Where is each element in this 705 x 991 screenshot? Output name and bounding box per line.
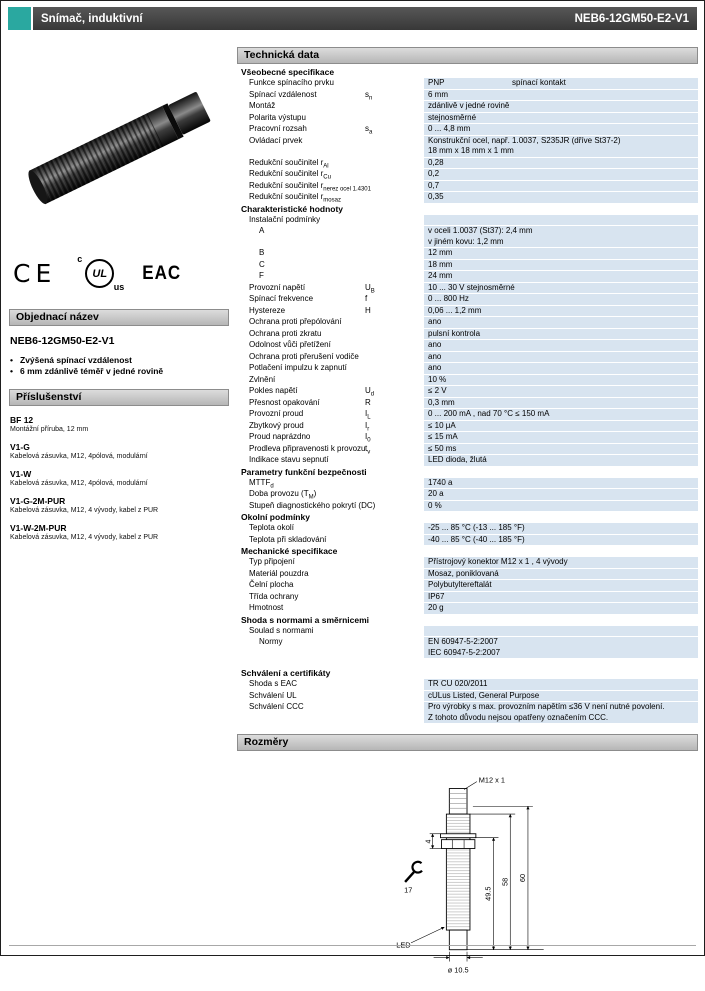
tech-row-value-line: 0 %: [428, 500, 442, 510]
brand-logo-square: [8, 7, 31, 30]
tech-row-label: Teplota okolí: [249, 523, 294, 532]
technical-data-header: Technická data: [237, 47, 698, 64]
tech-row: [237, 181, 698, 193]
tech-row-label: Soulad s normami: [249, 625, 314, 635]
tech-row-value-line: 20 g: [428, 603, 444, 612]
tech-row-value-line: Mosaz, poniklovaná: [428, 568, 499, 578]
tech-section-header: Okolní podmínky: [241, 512, 310, 522]
tech-row-value-line: -40 ... 85 °C (-40 ... 185 °F): [428, 534, 525, 544]
tech-row-value-line: -25 ... 85 °C (-13 ... 185 °F): [428, 523, 525, 532]
tech-row-label: Teplota při skladování: [249, 534, 327, 544]
tech-row-value-line: ≤ 2 V: [428, 386, 447, 395]
tech-row: [237, 626, 698, 638]
tech-row: [237, 679, 698, 691]
accessory-name: V1-G-2M-PUR: [10, 496, 66, 506]
tech-row: [237, 455, 698, 467]
tech-row-value: [424, 352, 698, 364]
tech-row-value: [424, 455, 698, 467]
tech-row-label: Doba provozu $(T_M)$: [249, 489, 317, 501]
feature-bullet: [10, 355, 229, 366]
tech-row-value-line: ano: [428, 317, 442, 326]
tech-row-value: [424, 283, 698, 295]
certification-marks: [13, 251, 229, 295]
tech-row-value: [424, 569, 698, 581]
diameter-label: ø 10.5: [447, 965, 469, 975]
eac-mark: EAC: [142, 261, 182, 284]
tech-row-value: [424, 580, 698, 592]
accessory-item: [10, 469, 229, 488]
tech-row-label: Redukční součinitel $r_{nerez ocel 1.4301}$: [249, 180, 371, 193]
tech-row-value: [424, 409, 698, 421]
tech-row-value: [424, 702, 698, 724]
dimensions-header: Rozměry: [237, 734, 698, 751]
tech-row-value-line: 18 mm x 18 mm x 1 mm: [428, 146, 514, 155]
ul-mark-circle: [85, 259, 114, 288]
accessory-description: Kabelová zásuvka, M12, 4pólová, modulární: [10, 480, 148, 487]
tech-row-value: [424, 637, 698, 659]
tech-row-value-line: Konstrukční ocel, např. 1.0037, S235JR (dříve St37-2): [428, 135, 621, 145]
tech-row-value-line: Polybutyltereftalát: [428, 580, 492, 589]
tech-row-value: [424, 124, 698, 136]
tech-row-value: [424, 101, 698, 113]
tech-row: [237, 375, 698, 387]
tech-row-value-line: ano: [428, 351, 442, 361]
tech-row-value-line: [428, 626, 698, 637]
tech-row: [237, 271, 698, 283]
tech-row-label: Spínací vzdálenost: [249, 89, 317, 99]
accessory-name: V1-G: [10, 442, 30, 452]
tech-row-value-secondary: spínací kontakt: [512, 78, 566, 87]
tech-row-label: Pracovní rozsah: [249, 124, 307, 133]
accessory-description: Kabelová zásuvka, M12, 4pólová, modulární: [10, 453, 148, 460]
tech-row-value: [424, 158, 698, 170]
tech-row: [237, 702, 698, 724]
tech-row-label: Normy: [259, 637, 283, 646]
tech-row-value-line: 18 mm: [428, 259, 453, 269]
accessory-description: Montážní příruba, 12 mm: [10, 426, 89, 433]
tech-row-symbol: $s_n$: [365, 89, 373, 102]
tech-row-label: Přesnost opakování: [249, 397, 320, 407]
tech-row-value: [424, 294, 698, 306]
tech-row-value-line: 0 ... 800 Hz: [428, 294, 469, 303]
tech-row-symbol: H: [365, 305, 371, 315]
tech-row-value: [424, 260, 698, 272]
feature-bullets: [9, 355, 229, 377]
tech-row-label: Potlačení impulzu k zapnutí: [249, 363, 347, 372]
accessory-description: Kabelová zásuvka, M12, 4 vývody, kabel z PUR: [10, 534, 159, 541]
dimension-drawing-area: [237, 751, 698, 991]
tech-row-label: Typ připojení: [249, 557, 295, 566]
sensor-outline: [440, 789, 475, 950]
tech-row-symbol: f: [365, 294, 368, 303]
tech-row: [237, 421, 698, 433]
footer-rule: [9, 945, 696, 946]
tech-row-label: $MTTF_d$: [249, 477, 274, 490]
tech-row-label: Funkce spínacího prvku: [249, 78, 334, 87]
tech-row: [237, 306, 698, 318]
ul-mark: [77, 254, 125, 292]
accessory-item: [10, 523, 229, 542]
header-bar: [33, 7, 697, 30]
tech-row-value: [424, 226, 698, 248]
tech-row: [237, 569, 698, 581]
tech-row-value-line: ≤ 15 mA: [428, 432, 458, 441]
accessory-name: V1-W: [10, 469, 32, 479]
tech-row-value-line: [428, 215, 698, 226]
tech-row-label: Proud naprázdno: [249, 432, 311, 441]
tech-row-label: C: [259, 259, 265, 269]
tech-row-label: Redukční součinitel $r_{mosaz}$: [249, 192, 341, 204]
tech-row-value: [424, 523, 698, 535]
tech-row-value: [424, 192, 698, 204]
tech-row: [237, 215, 698, 227]
tech-row-value: [424, 340, 698, 352]
tech-row-label: Indikace stavu sepnutí: [249, 455, 329, 464]
tech-row-value-line: ano: [428, 340, 442, 349]
tech-row-label: Montáž: [249, 101, 276, 110]
tech-row-value: [424, 329, 698, 341]
tech-row-value-line: 0,2: [428, 169, 440, 178]
tech-row-value-line: 0,35: [428, 192, 444, 201]
tech-row-label: Redukční součinitel $r_{Cu}$: [249, 169, 331, 181]
order-name-header: Objednací název: [9, 309, 229, 326]
tech-row-symbol: $U_B$: [365, 282, 375, 295]
tech-section-header: Shoda s normami a směrnicemi: [241, 614, 370, 625]
tech-row-symbol: $I_0$: [365, 432, 371, 444]
tech-row-value-line: 0 ... 200 mA , nad 70 °C ≤ 150 mA: [428, 409, 550, 418]
tech-row-value-line: ≤ 10 μA: [428, 420, 456, 430]
wrench-icon: [405, 860, 425, 882]
tech-row-value: [424, 603, 698, 615]
tech-gap: [237, 659, 698, 668]
tech-row: [237, 283, 698, 295]
tech-row-value-line: ≤ 50 ms: [428, 443, 457, 453]
tech-row-value-line: v jiném kovu: 1,2 mm: [428, 236, 504, 246]
left-column: [9, 47, 229, 550]
tech-row: [237, 192, 698, 204]
tech-row-value: [424, 557, 698, 569]
ul-mark-text: UL: [92, 267, 108, 280]
tech-row-symbol: $U_d$: [365, 386, 375, 398]
tech-row-value: [424, 592, 698, 604]
tech-row: [237, 352, 698, 364]
tech-row-value-line: 10 %: [428, 374, 447, 384]
tech-row-value: [424, 271, 698, 283]
tech-row-value-line: 0,3 mm: [428, 397, 455, 407]
tech-row-value: [424, 421, 698, 433]
tech-row-value: [424, 444, 698, 456]
tech-row: [237, 260, 698, 272]
ul-mark-c: c: [77, 254, 83, 264]
tech-row-value: [424, 432, 698, 444]
tech-row: [237, 478, 698, 490]
tech-row-label: Shoda s EAC: [249, 679, 298, 688]
tech-row-label: Ochrana proti zkratu: [249, 328, 322, 338]
tech-section-header: Charakteristické hodnoty: [241, 203, 344, 214]
tech-row-label: Hystereze: [249, 305, 286, 315]
accessories-list: [9, 415, 229, 542]
page-title: Snímač, induktivní: [41, 12, 143, 25]
tech-row-label: B: [259, 248, 265, 257]
tech-row-label: Čelní plocha: [249, 580, 294, 589]
tech-row-value: [424, 113, 698, 125]
tech-section-header: Parametry funkční bezpečnosti: [241, 466, 367, 477]
tech-row: [237, 535, 698, 547]
tech-row: [237, 340, 698, 352]
tech-row-label: Ochrana proti přepólování: [249, 317, 342, 326]
tech-row-value-line: TR CU 020/2011: [428, 679, 488, 688]
accessory-item: [10, 442, 229, 461]
dim-60-label: 60: [517, 873, 527, 883]
tech-row-value: [424, 181, 698, 193]
tech-row: [237, 124, 698, 136]
page-header: [8, 7, 697, 30]
tech-row-symbol: $I_L$: [365, 409, 371, 421]
tech-row-label: Redukční součinitel $r_{Al}$: [249, 157, 329, 170]
tech-row-label: Ovládací prvek: [249, 135, 303, 145]
tech-row-label: Instalační podmínky: [249, 214, 321, 224]
tech-row-value: [424, 375, 698, 387]
dim-17-label: 17: [403, 885, 412, 895]
tech-row: [237, 78, 698, 90]
tech-row: [237, 592, 698, 604]
tech-row-value-line: cULus Listed, General Purpose: [428, 690, 540, 700]
dimension-lines: [411, 782, 544, 962]
tech-row: [237, 363, 698, 375]
tech-row-value-line: 0,28: [428, 157, 444, 167]
right-column: [237, 47, 698, 991]
tech-row-value-line: 12 mm: [428, 248, 453, 257]
tech-row-value-line: PNP spínací kontakt: [428, 78, 566, 87]
dim-4-label: 4: [425, 839, 433, 844]
tech-row-symbol: $I_r$: [365, 420, 370, 433]
tech-row-value-line: v oceli 1.0037 (St37): 2,4 mm: [428, 226, 533, 235]
led-label: LED: [395, 940, 411, 950]
dim-58-label: 58: [499, 877, 509, 887]
tech-row-label: Materiál pouzdra: [249, 568, 309, 578]
tech-row-label: Třída ochrany: [249, 591, 299, 601]
tech-row: [237, 691, 698, 703]
tech-row: [237, 113, 698, 125]
tech-row-value: [424, 215, 698, 227]
tech-row-value-line: pulsní kontrola: [428, 328, 481, 338]
tech-row-value-line: ano: [428, 363, 442, 372]
accessory-name: V1-W-2M-PUR: [10, 523, 67, 533]
tech-row-value-line: 1740 a: [428, 477, 453, 487]
ul-mark-us: us: [113, 282, 125, 292]
tech-row: [237, 136, 698, 158]
accessory-description: Kabelová zásuvka, M12, 4 vývody, kabel z PUR: [10, 507, 159, 514]
tech-row-value: [424, 78, 698, 90]
tech-row-label: Zbytkový proud: [249, 420, 304, 430]
tech-row-label: Provozní napětí: [249, 282, 306, 292]
ce-mark: CE: [13, 258, 57, 288]
tech-row-value: [424, 248, 698, 260]
tech-row-value-line: 24 mm: [428, 271, 453, 280]
tech-row-value-line: EN 60947-5-2:2007: [428, 637, 498, 646]
order-code: NEB6-12GM50-E2-V1: [10, 335, 115, 347]
tech-section-header: Schválení a certifikáty: [241, 668, 331, 678]
dim-49-5-label: 49.5: [483, 886, 493, 901]
tech-row: [237, 523, 698, 535]
tech-row-label: Stupeň diagnostického pokrytí (DC): [249, 500, 376, 510]
tech-row-value: [424, 386, 698, 398]
tech-row-value-line: 0 ... 4,8 mm: [428, 124, 471, 133]
tech-row: [237, 557, 698, 569]
feature-bullet-text: Zvýšená spínací vzdálenost: [20, 355, 132, 365]
tech-row: [237, 101, 698, 113]
tech-row-label: Schválení UL: [249, 690, 297, 700]
tech-row-label: Ochrana proti přerušení vodiče: [249, 351, 359, 361]
tech-row-value-line: 0,06 ... 1,2 mm: [428, 305, 482, 315]
tech-row-label: Odolnost vůči přetížení: [249, 340, 331, 349]
tech-row-value: [424, 501, 698, 513]
product-photo: [9, 47, 229, 247]
accessory-item: [10, 496, 229, 515]
tech-row: [237, 169, 698, 181]
feature-bullet-text: 6 mm zdánlivě téměř v jedné rovině: [20, 366, 164, 376]
tech-row-value: [424, 306, 698, 318]
tech-row: [237, 329, 698, 341]
tech-row: [237, 444, 698, 456]
tech-row-value-line: 6 mm: [428, 89, 448, 99]
tech-row: [237, 501, 698, 513]
tech-row-label: Provozní proud: [249, 409, 304, 418]
tech-row-label: F: [259, 271, 264, 280]
product-code-header: NEB6-12GM50-E2-V1: [574, 12, 689, 25]
tech-row-value-line: 20 a: [428, 489, 444, 498]
tech-row: [237, 398, 698, 410]
accessories-header: Příslušenství: [9, 389, 229, 406]
tech-row: [237, 386, 698, 398]
tech-row: [237, 294, 698, 306]
tech-row-value: [424, 478, 698, 490]
tech-row-value: [424, 489, 698, 501]
accessory-name: BF 12: [10, 415, 34, 425]
tech-row: [237, 580, 698, 592]
tech-row-value: [424, 90, 698, 102]
bullet-dot: •: [10, 366, 13, 376]
tech-row-label: Polarita výstupu: [249, 112, 306, 122]
tech-row: [237, 603, 698, 615]
tech-row-value-line: 10 ... 30 V stejnosměrné: [428, 282, 515, 292]
m12-label: M12 x 1: [478, 775, 505, 785]
tech-row-symbol: $s_a$: [365, 124, 373, 136]
accessory-item: [10, 415, 229, 434]
tech-row-label: Hmotnost: [249, 603, 284, 612]
tech-row-value-line: stejnosměrné: [428, 112, 477, 122]
tech-row-symbol: $t_v$: [365, 443, 371, 456]
tech-section-header: Mechanické specifikace: [241, 546, 338, 556]
tech-row-value: [424, 679, 698, 691]
tech-row-value-line: LED dioda, žlutá: [428, 455, 487, 464]
tech-row-value-line: Přístrojový konektor M12 x 1 , 4 vývody: [428, 557, 568, 566]
tech-row-value: [424, 691, 698, 703]
tech-row: [237, 317, 698, 329]
tech-row: [237, 409, 698, 421]
tech-row-value: [424, 363, 698, 375]
tech-row: [237, 226, 698, 248]
tech-row-label: Schválení CCC: [249, 702, 304, 711]
tech-row: [237, 637, 698, 659]
tech-row-value-line: IEC 60947-5-2:2007: [428, 647, 501, 657]
tech-row-label: Spínací frekvence: [249, 294, 314, 303]
tech-row-value: [424, 136, 698, 158]
dimension-drawing: [353, 763, 583, 991]
tech-row-value: [424, 535, 698, 547]
feature-bullet: [10, 366, 229, 377]
tech-row-value-line: 0,7: [428, 180, 440, 190]
tech-row-label: A: [259, 226, 265, 235]
tech-section-header: Všeobecné specifikace: [241, 67, 335, 77]
tech-row: [237, 489, 698, 501]
tech-row: [237, 248, 698, 260]
tech-row-value-line: IP67: [428, 591, 445, 601]
tech-row-symbol: R: [365, 397, 371, 407]
tech-row-value-line: Pro výrobky s max. provozním napětím ≤36 V není nutné povolení.: [428, 702, 665, 711]
tech-row-label: Prodleva připravenosti k provozu: [249, 443, 366, 453]
tech-row-label: Zvlnění: [249, 374, 276, 384]
tech-row-value-line: zdánlivě v jedné rovině: [428, 101, 510, 110]
tech-row-value: [424, 317, 698, 329]
tech-row-label: Pokles napětí: [249, 386, 298, 395]
tech-row: [237, 432, 698, 444]
tech-row: [237, 158, 698, 170]
tech-row-value-line: Z tohoto důvodu nejsou opatřeny označením CCC.: [428, 712, 609, 722]
tech-row-value: [424, 398, 698, 410]
tech-row-value: [424, 626, 698, 638]
tech-row: [237, 90, 698, 102]
technical-data-table: [237, 67, 698, 724]
tech-row-value: [424, 169, 698, 181]
bullet-dot: •: [10, 355, 13, 365]
